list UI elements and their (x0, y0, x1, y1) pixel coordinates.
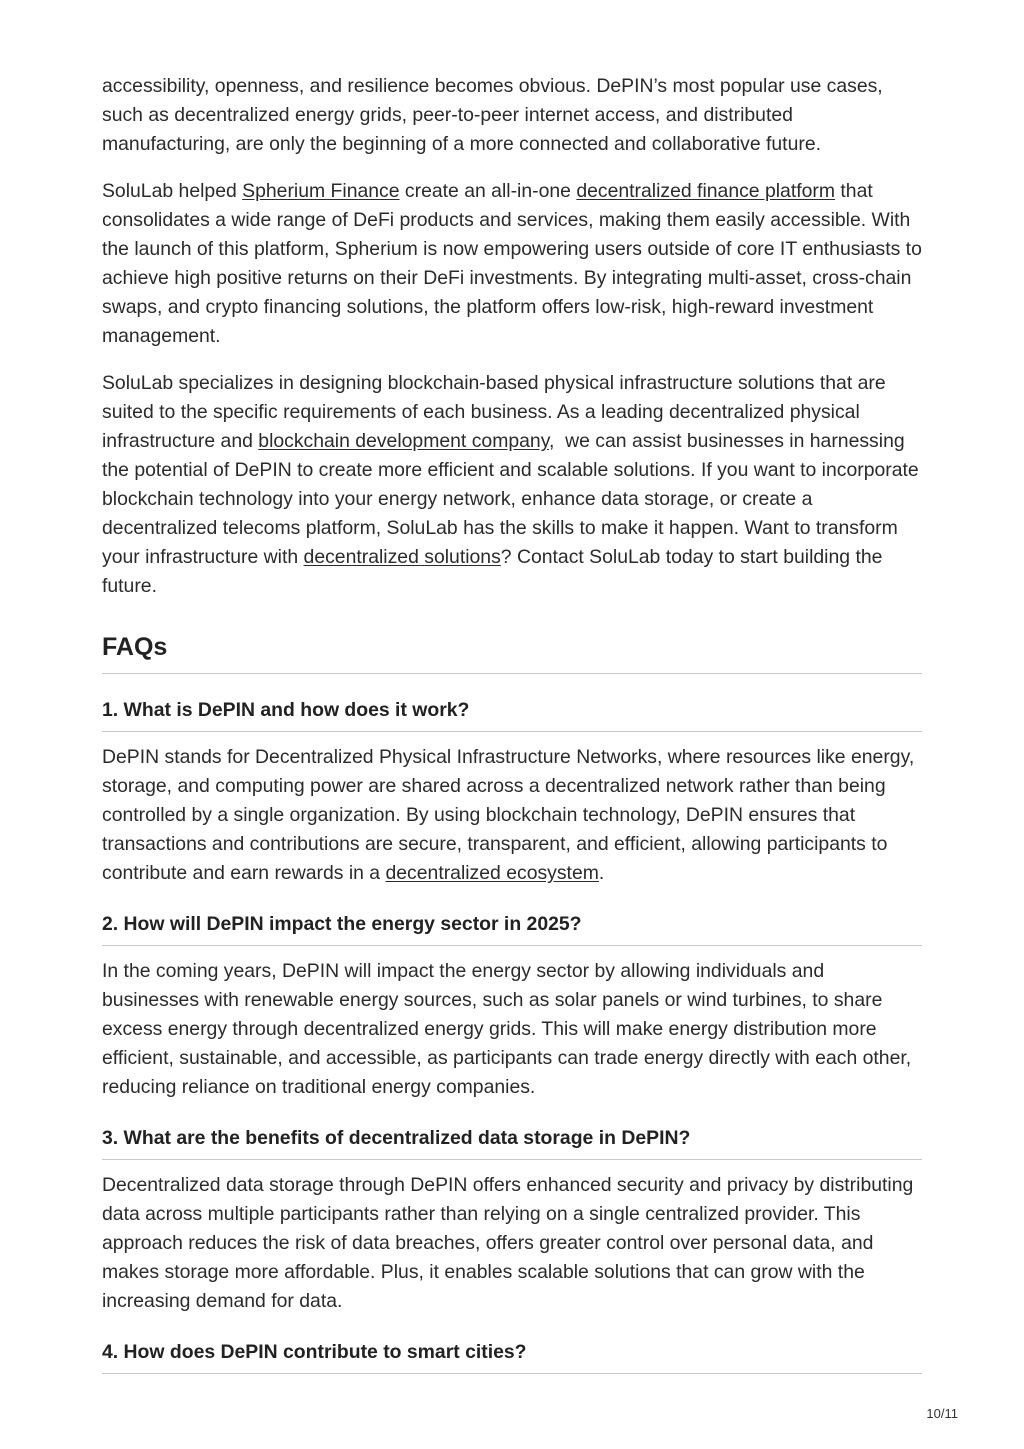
faq-answer-1-end: . (598, 862, 605, 884)
spherium-text-mid: create an all-in-one (399, 180, 577, 202)
intro-paragraph (102, 72, 922, 159)
defi-platform-link[interactable]: decentralized finance platform (576, 180, 836, 202)
spherium-text-end: that consolidates a wide range of DeFi products and services, making them easily accessible. With the launch of this platform, Spherium is now empowering users outside of core IT enthusiasts to achieve high positive returns on their DeFi investments. By integrating multi-asset, cross-chain swaps, and crypto financing solutions, the platform offers low-risk, high-reward investment management. (102, 180, 922, 347)
faq-answer-1-text: DePIN stands for Decentralized Physical Infrastructure Networks, where resources like energy, storage, and computing power are shared across a decentralized network rather than being controlled by a single organization. By using blockchain technology, DePIN ensures that transactions and contributions are secure, transparent, and efficient, allowing participants to contribute and earn rewards in a (102, 746, 915, 884)
article-body (102, 72, 925, 1374)
solulab-paragraph (102, 369, 925, 601)
faq-question-1: 1. What is DePIN and how does it work? (102, 698, 922, 732)
solulab-text-start: SoluLab specializes in designing blockchain-based physical infrastructure solutions that are suited to the specific requirements of each business. As a leading decentralized physical infrastructure and (102, 372, 886, 452)
decentralized-ecosystem-link[interactable]: decentralized ecosystem (385, 862, 599, 884)
faq-answer-2: In the coming years, DePIN will impact the energy sector by allowing individuals and businesses with renewable energy sources, such as solar panels or wind turbines, to share excess energy through decentralized energy grids. This will make energy distribution more efficient, sustainable, and accessible, as participants can trade energy directly with each other, reducing reliance on traditional energy companies. (102, 960, 912, 1098)
faq-question-4: 4. How does DePIN contribute to smart cities? (102, 1340, 922, 1374)
spherium-paragraph (102, 177, 922, 351)
decentralized-solutions-link[interactable]: decentralized solutions (303, 546, 501, 568)
solulab-text-end: ? Contact SoluLab today to start building the future. (102, 546, 883, 597)
blockchain-development-link[interactable]: blockchain development company (258, 430, 549, 452)
faq-answer-3: Decentralized data storage through DePIN offers enhanced security and privacy by distributing data across multiple participants rather than relying on a single centralized provider. This approach reduces the risk of data breaches, offers greater control over personal data, and makes storage more affordable. Plus, it enables scalable solutions that can grow with the increasing demand for data. (102, 1174, 914, 1312)
faq-question-3: 3. What are the benefits of decentralized data storage in DePIN? (102, 1126, 922, 1160)
faq-question-2: 2. How will DePIN impact the energy sector in 2025? (102, 912, 922, 946)
intro-text: accessibility, openness, and resilience becomes obvious. DePIN’s most popular use cases, such as decentralized energy grids, peer-to-peer internet access, and distributed manufacturing, are only the beginning of a more connected and collaborative future. (102, 75, 883, 155)
spherium-text-start: SoluLab helped (102, 180, 243, 202)
faq-answer-1 (102, 743, 922, 888)
faqs-heading: FAQs (102, 631, 922, 674)
page-number: 10/11 (926, 1406, 958, 1421)
solulab-text-mid: , we can assist businesses in harnessing the potential of DePIN to create more efficient and scalable solutions. If you want to incorporate blockchain technology into your energy network, enhance data storage, or create a decentralized telecoms platform, SoluLab has the skills to make it happen. Want to transform your infrastructure with (102, 430, 925, 568)
spherium-finance-link[interactable]: Spherium Finance (242, 180, 400, 202)
